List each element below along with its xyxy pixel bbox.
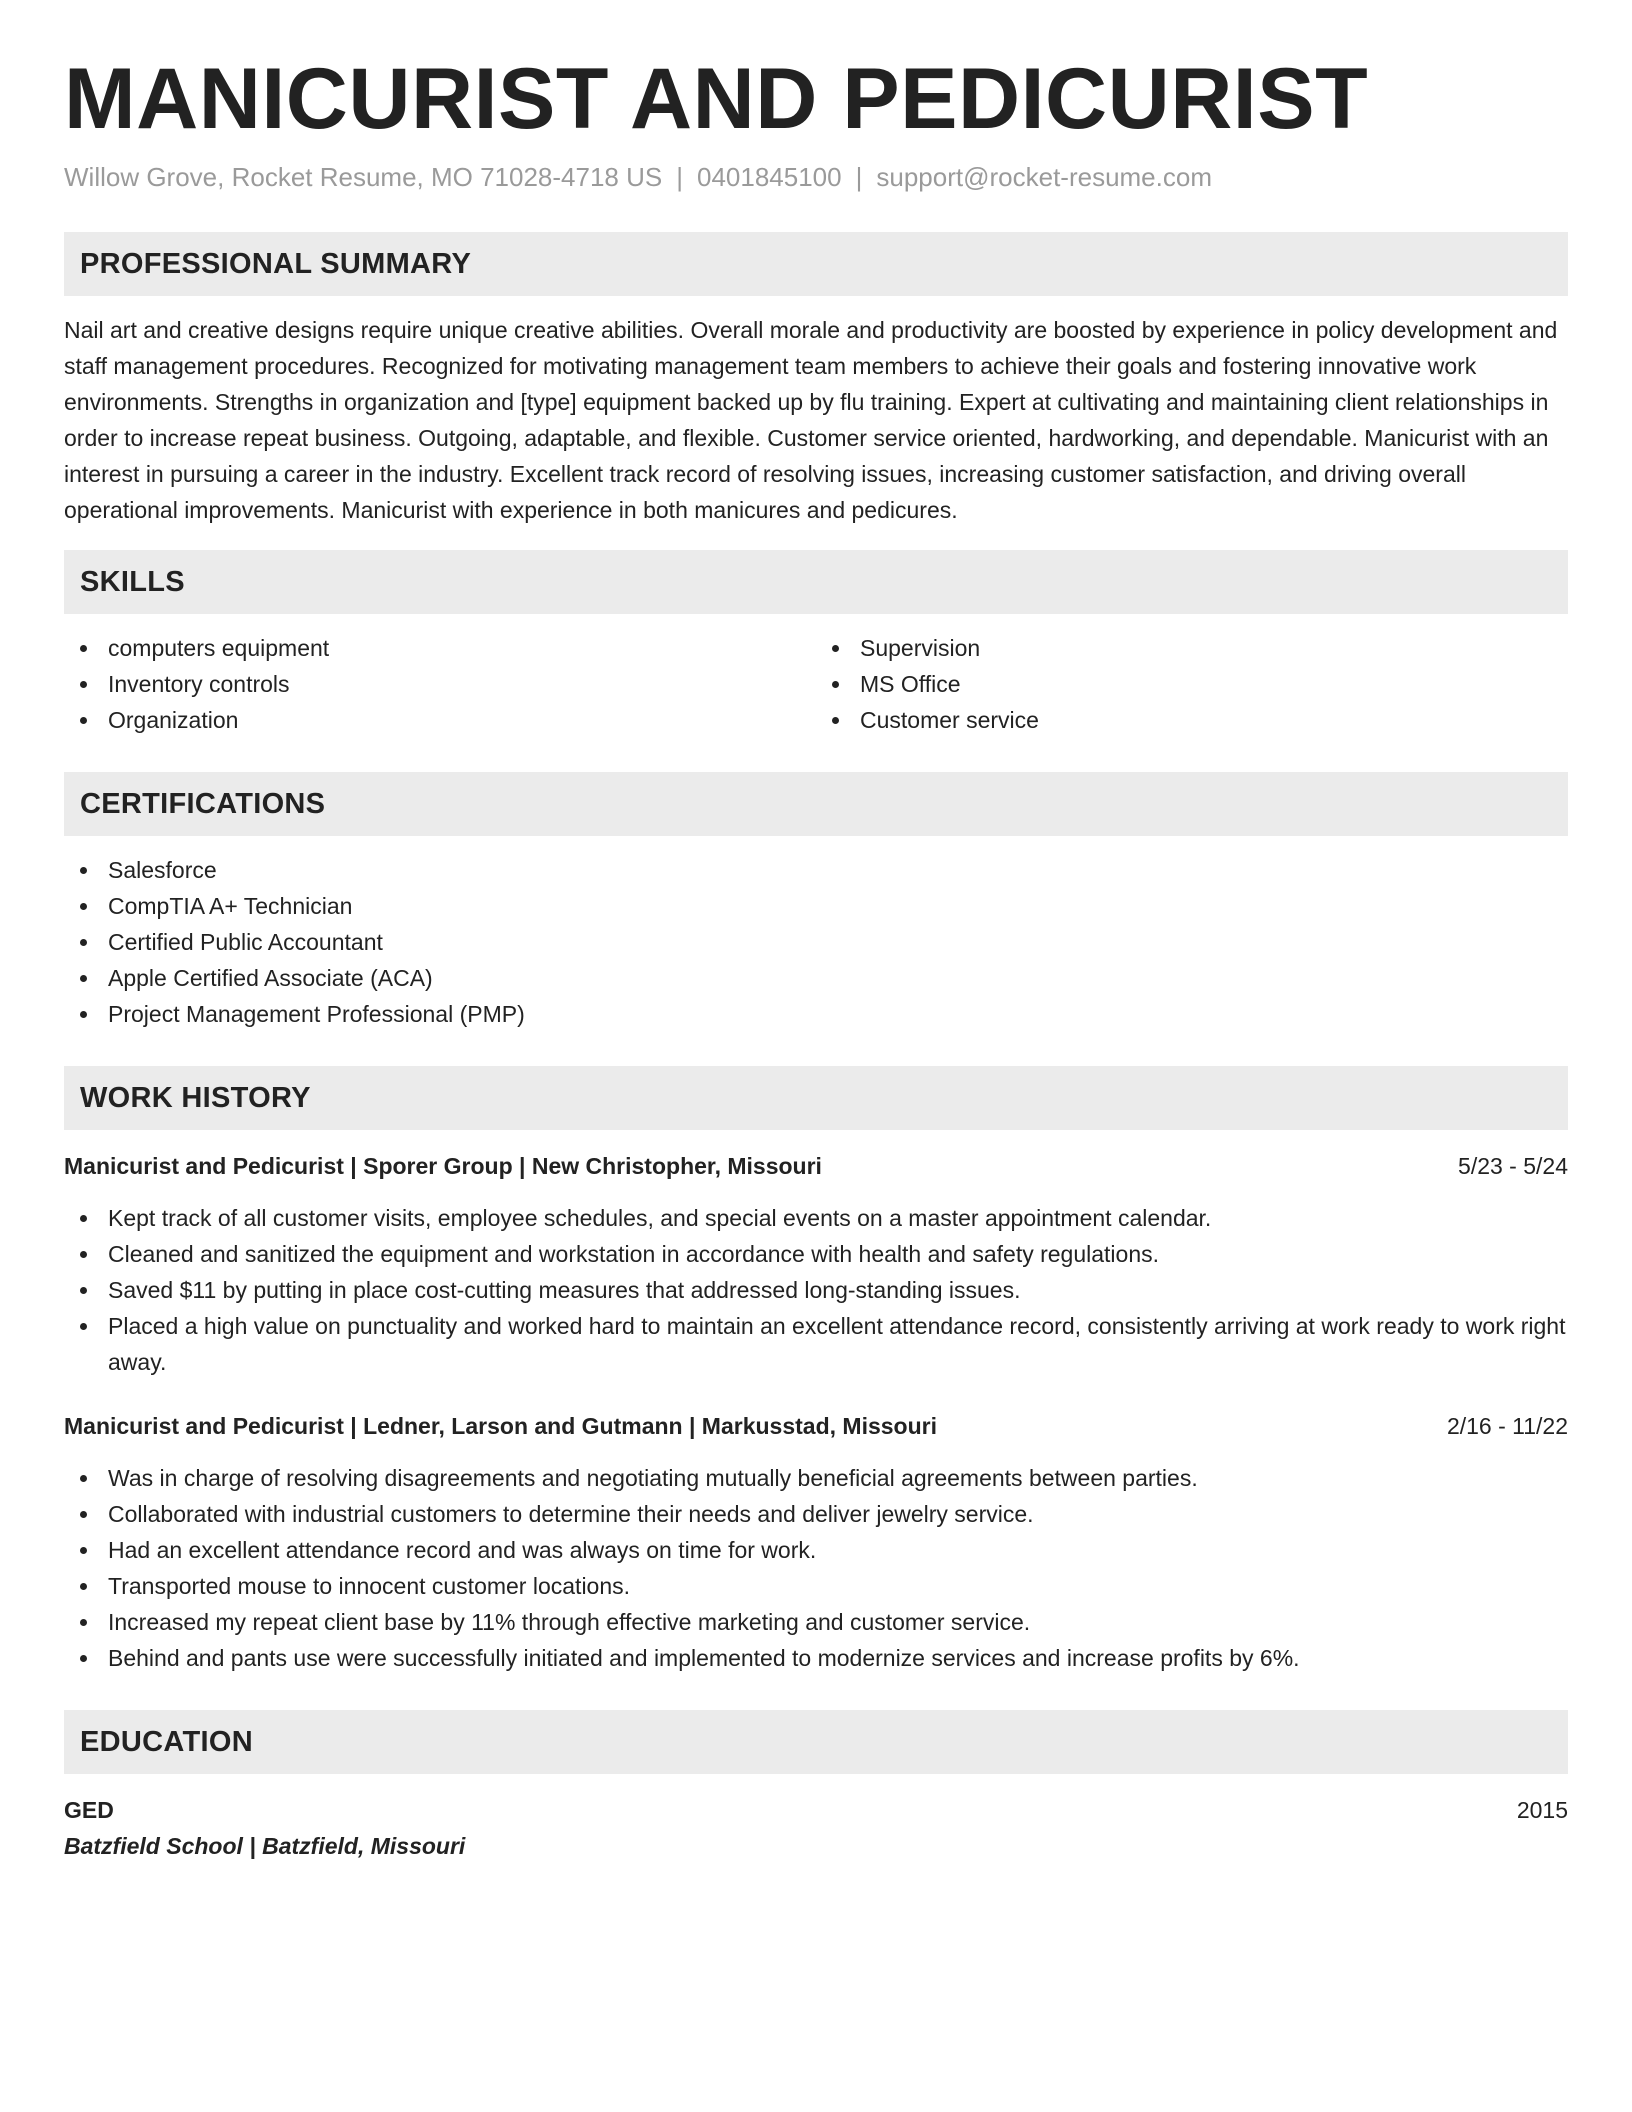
- skill-item: computers equipment: [64, 630, 816, 666]
- job-bullet: Collaborated with industrial customers to determine their needs and deliver jewelry service.: [64, 1496, 1568, 1532]
- education-school: Batzfield School | Batzfield, Missouri: [64, 1833, 466, 1860]
- skills-column-left: [64, 630, 816, 738]
- job-bullet: Cleaned and sanitized the equipment and workstation in accordance with health and safety regulations.: [64, 1236, 1568, 1272]
- certification-item: Certified Public Accountant: [64, 924, 1568, 960]
- skill-item: MS Office: [816, 666, 1568, 702]
- education-entry: [64, 1792, 1568, 1864]
- contact-email: support@rocket-resume.com: [876, 161, 1212, 192]
- section-header-skills: SKILLS: [64, 550, 1568, 614]
- section-header-work-history: WORK HISTORY: [64, 1066, 1568, 1130]
- certifications-list: [64, 852, 1568, 1032]
- section-header-education: EDUCATION: [64, 1710, 1568, 1774]
- certification-item: Project Management Professional (PMP): [64, 996, 1568, 1032]
- job-bullet: Increased my repeat client base by 11% through effective marketing and customer service.: [64, 1604, 1568, 1640]
- certification-item: Apple Certified Associate (ACA): [64, 960, 1568, 996]
- job-header: [64, 1408, 1568, 1444]
- education-header: [64, 1792, 1568, 1828]
- job-bullet: Placed a high value on punctuality and worked hard to maintain an excellent attendance record, consistently arriving at work ready to work right away.: [64, 1308, 1568, 1380]
- job-entry: [64, 1408, 1568, 1676]
- section-header-certifications: CERTIFICATIONS: [64, 772, 1568, 836]
- job-entry: [64, 1148, 1568, 1380]
- job-bullet: Transported mouse to innocent customer locations.: [64, 1568, 1568, 1604]
- job-dates: 2/16 - 11/22: [1446, 1413, 1568, 1440]
- skills-list: [64, 630, 1568, 738]
- certification-item: Salesforce: [64, 852, 1568, 888]
- job-bullets: [64, 1200, 1568, 1380]
- job-bullet: Saved $11 by putting in place cost-cutting measures that addressed long-standing issues.: [64, 1272, 1568, 1308]
- contact-line: [64, 161, 1568, 195]
- job-bullet: Was in charge of resolving disagreements and negotiating mutually beneficial agreements between parties.: [64, 1460, 1568, 1496]
- skill-item: Customer service: [816, 702, 1568, 738]
- job-bullet: Behind and pants use were successfully initiated and implemented to modernize services and increase profits by 6%.: [64, 1640, 1568, 1676]
- skills-column-right: [816, 630, 1568, 738]
- job-title: Manicurist and Pedicurist | Sporer Group | New Christopher, Missouri: [64, 1153, 822, 1180]
- job-header: [64, 1148, 1568, 1184]
- education-degree: GED: [64, 1797, 114, 1824]
- job-dates: 5/23 - 5/24: [1458, 1153, 1568, 1180]
- skill-item: Inventory controls: [64, 666, 816, 702]
- contact-separator: |: [855, 161, 863, 192]
- certification-item: CompTIA A+ Technician: [64, 888, 1568, 924]
- job-bullets: [64, 1460, 1568, 1676]
- job-title: Manicurist and Pedicurist | Ledner, Larson and Gutmann | Markusstad, Missouri: [64, 1413, 937, 1440]
- contact-phone: 0401845100: [697, 161, 842, 192]
- contact-separator: |: [676, 161, 683, 192]
- summary-text: Nail art and creative designs require unique creative abilities. Overall morale and productivity are boosted by experience in policy development and staff management procedures. Recognized for motivating management team members to achieve their goals and fostering innovative work environments. Strengths in organization and [type] equipment backed up by flu training. Expert at cultivating and maintaining client relationships in order to increase repeat business. Outgoing, adaptable, and flexible. Customer service oriented, hardworking, and dependable. Manicurist with an interest in pursuing a career in the industry. Excellent track record of resolving issues, increasing customer satisfaction, and driving overall operational improvements. Manicurist with experience in both manicures and pedicures.: [64, 317, 1558, 524]
- skill-item: Organization: [64, 702, 816, 738]
- section-header-summary: PROFESSIONAL SUMMARY: [64, 232, 1568, 296]
- skill-item: Supervision: [816, 630, 1568, 666]
- job-bullet: Kept track of all customer visits, employee schedules, and special events on a master appointment calendar.: [64, 1200, 1568, 1236]
- education-year: 2015: [1516, 1797, 1568, 1824]
- contact-address: Willow Grove, Rocket Resume, MO 71028-4718 US: [64, 161, 663, 192]
- resume-name: MANICURIST AND PEDICURIST: [64, 51, 1369, 147]
- job-bullet: Had an excellent attendance record and was always on time for work.: [64, 1532, 1568, 1568]
